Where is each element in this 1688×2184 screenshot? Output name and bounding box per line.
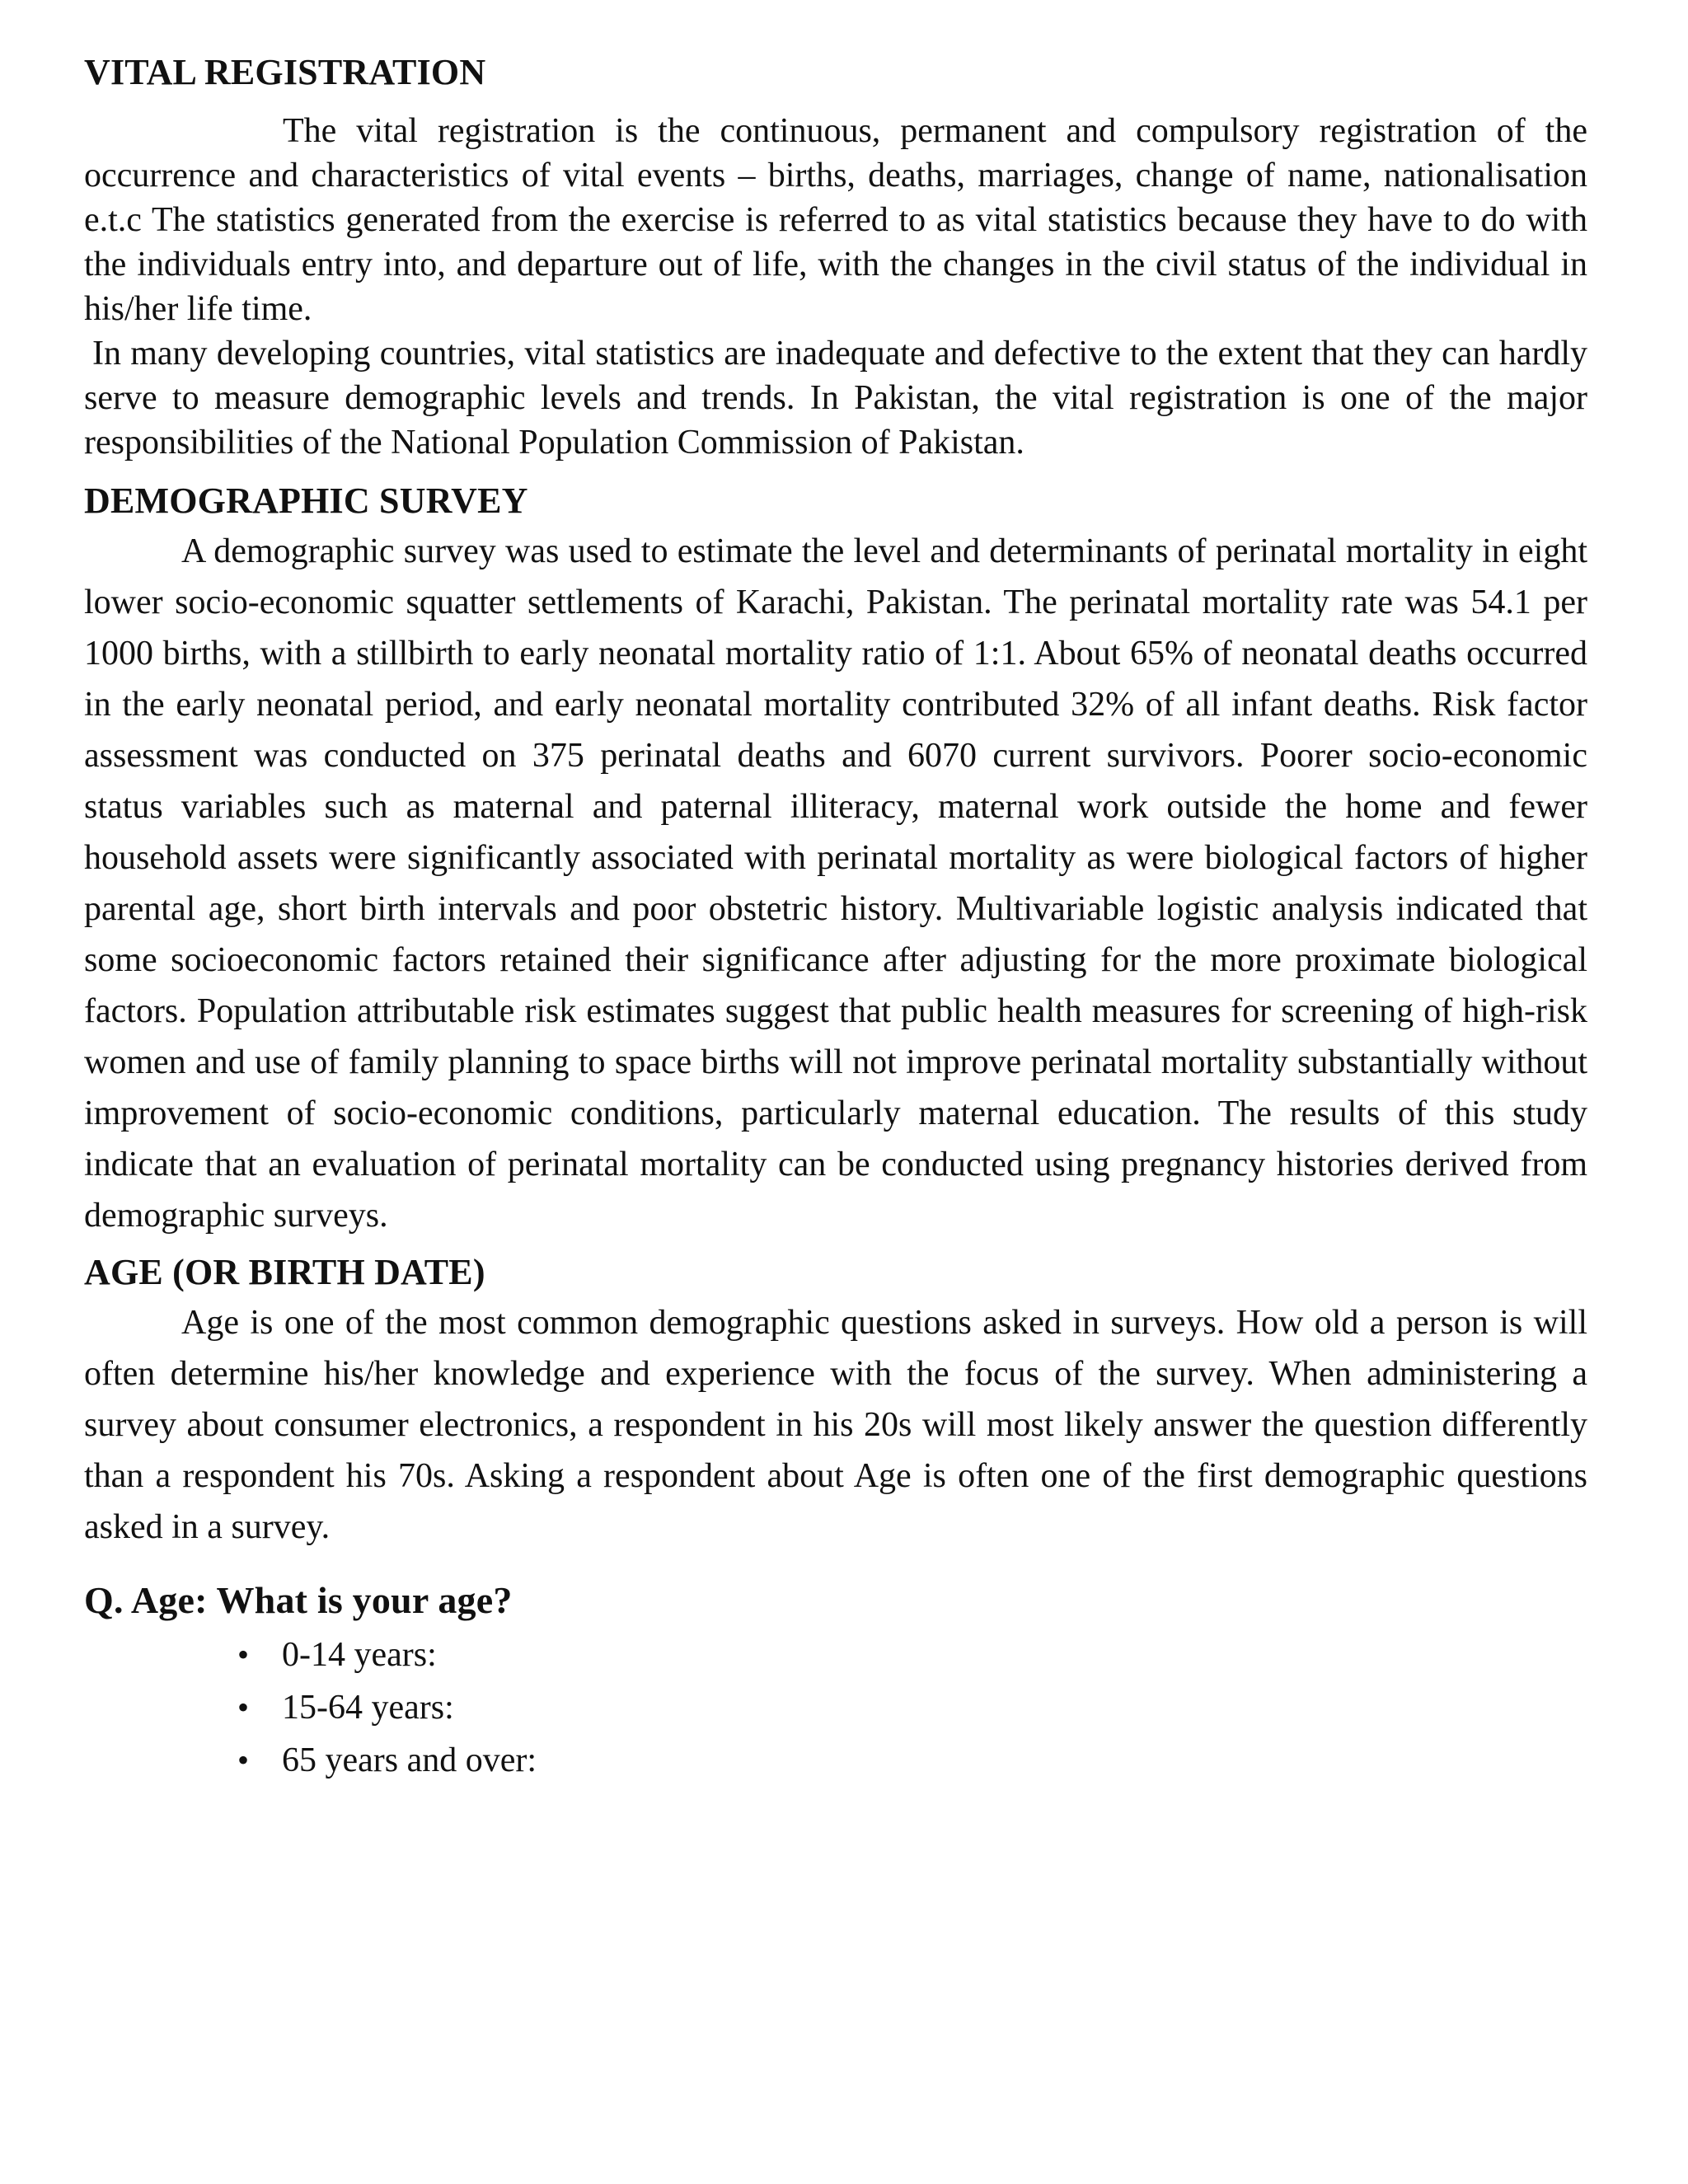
vital-registration-section: [84, 48, 1587, 465]
section-heading-vital-registration: VITAL REGISTRATION: [84, 52, 486, 92]
bullet-icon: •: [237, 1636, 250, 1673]
list-item: [224, 1681, 1587, 1734]
option-label: 65 years and over:: [282, 1741, 537, 1779]
section-heading-age: AGE (OR BIRTH DATE): [84, 1252, 485, 1292]
age-section: [84, 1248, 1587, 1553]
section-heading-demographic-survey: DEMOGRAPHIC SURVEY: [84, 480, 528, 521]
bullet-icon: •: [237, 1741, 250, 1779]
demographic-survey-paragraph: A demographic survey was used to estimate the level and determinants of perinatal mortality in eight lower socio-economic squatter settlements of Karachi, Pakistan. The perinatal mortality rate was 54.1 per 1000 births, with a stillbirth to early neonatal mortality ratio of 1:1. About 65% of neonatal deaths occurred in the early neonatal period, and early neonatal mortality contributed 32% of all infant deaths. Risk factor assessment was conducted on 375 perinatal deaths and 6070 current survivors. Poorer socio-economic status variables such as maternal and paternal illiteracy, maternal work outside the home and fewer household assets were significantly associated with perinatal mortality as were biological factors of higher parental age, short birth intervals and poor obstetric history. Multivariable logistic analysis indicated that some socioeconomic factors retained their significance after adjusting for the more proximate biological factors. Population attributable risk estimates suggest that public health measures for screening of high-risk women and use of family planning to space births will not improve perinatal mortality substantially without improvement of socio-economic conditions, particularly maternal education. The results of this study indicate that an evaluation of perinatal mortality can be conducted using pregnancy histories derived from demographic surveys.: [84, 532, 1587, 1235]
age-question-section: [84, 1574, 1587, 1787]
demographic-survey-section: [84, 476, 1587, 1241]
vital-registration-paragraph-1: The vital registration is the continuous, permanent and compulsory registration of the occurrence and characteristics of vital events – births, deaths, marriages, change of name, nationalisation e.t.c The statistics generated from the exercise is referred to as vital statistics because they have to do with the individuals entry into, and departure out of life, with the changes in the civil status of the individual in his/her life time.: [84, 112, 1587, 328]
option-label: 15-64 years:: [282, 1689, 454, 1727]
age-paragraph: Age is one of the most common demographic questions asked in surveys. How old a person is will often determine his/her knowledge and experience with the focus of the survey. When administering a survey about consumer electronics, a respondent in his 20s will most likely answer the question differently than a respondent his 70s. Asking a respondent about Age is often one of the first demographic questions asked in a survey.: [84, 1304, 1587, 1546]
age-options-list: [84, 1629, 1587, 1787]
document-page: [84, 48, 1587, 1787]
list-item: [224, 1734, 1587, 1787]
question-label: Q. Age: What is your age?: [84, 1579, 513, 1621]
vital-registration-paragraph-2: In many developing countries, vital statistics are inadequate and defective to the extent that they can hardly serve to measure demographic levels and trends. In Pakistan, the vital registration is one of the major responsibilities of the National Population Commission of Pakistan.: [84, 335, 1587, 462]
option-label: 0-14 years:: [282, 1636, 437, 1674]
list-item: [224, 1629, 1587, 1681]
bullet-icon: •: [237, 1689, 250, 1726]
